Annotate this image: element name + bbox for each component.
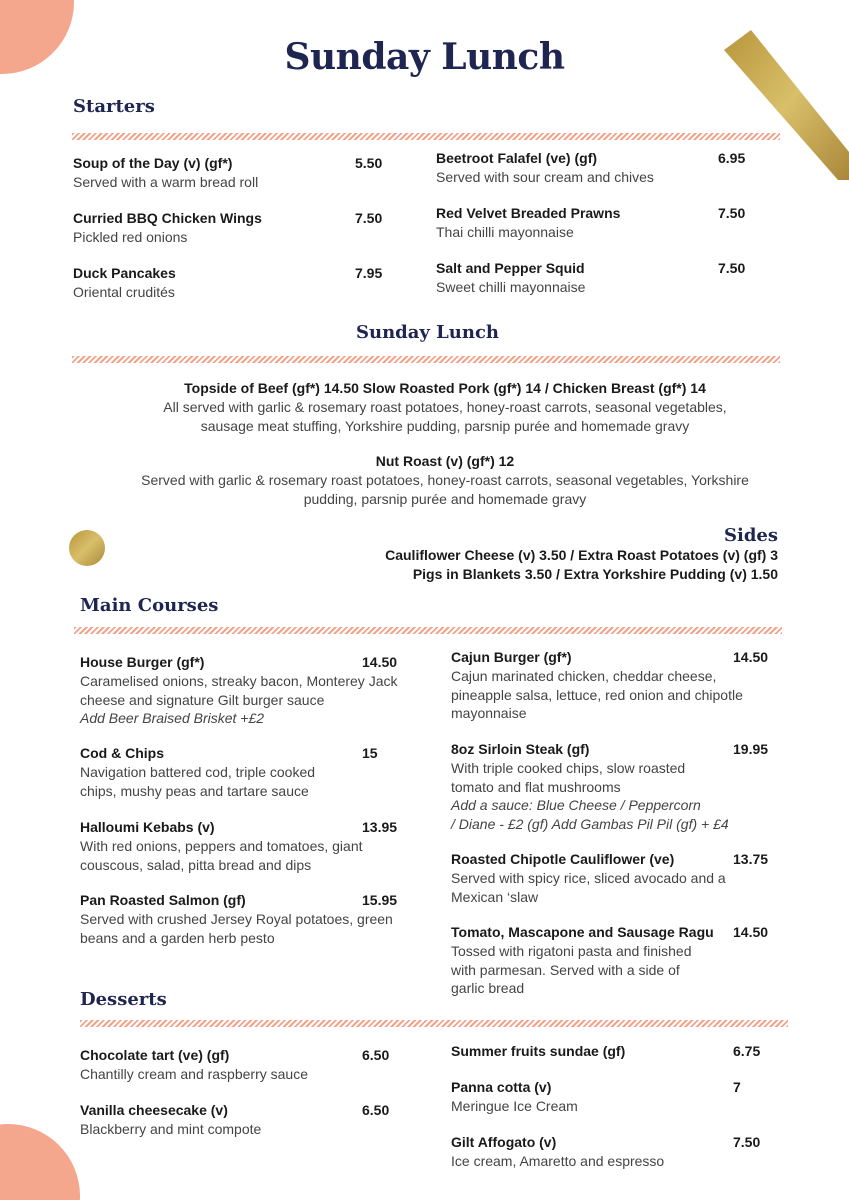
item-desc: Blackberry and mint compote: [80, 1121, 262, 1137]
item-desc: Navigation battered cod, triple cooked: [80, 764, 316, 780]
item-desc: couscous, salad, pitta bread and dips: [80, 856, 312, 873]
item-price: 6.95: [718, 150, 746, 166]
item-price: 19.95: [733, 741, 769, 757]
menu-item: [73, 209, 393, 247]
item-desc: Caramelised onions, streaky bacon, Monterey Jack: [80, 673, 398, 689]
item-name: Duck Pancakes: [73, 265, 176, 281]
item-name: Red Velvet Breaded Prawns: [436, 205, 621, 221]
menu-item: [451, 740, 791, 833]
item-price: 15.95: [362, 892, 398, 908]
item-desc: pineapple salsa, lettuce, red onion and chipotle: [451, 686, 743, 703]
item-name: Salt and Pepper Squid: [436, 260, 585, 276]
item-desc: Served with sour cream and chives: [436, 169, 654, 185]
menu-item: [436, 259, 756, 297]
item-name: Panna cotta (v): [451, 1079, 552, 1095]
menu-item: [80, 653, 430, 728]
roast-desc-line: All served with garlic & rosemary roast potatoes, honey-roast carrots, seasonal vegetables,: [163, 399, 727, 415]
item-note: Add a sauce: Blue Cheese / Peppercorn: [451, 797, 701, 813]
item-price: 13.95: [362, 819, 398, 835]
item-price: 13.75: [733, 851, 769, 867]
item-note: Add Beer Braised Brisket +£2: [80, 710, 265, 726]
item-name: House Burger (gf*): [80, 654, 205, 670]
item-name: Curried BBQ Chicken Wings: [73, 210, 262, 226]
item-desc: with parmesan. Served with a side of: [451, 961, 680, 978]
item-name: Tomato, Mascapone and Sausage Ragu: [451, 924, 714, 940]
page-title: Sunday Lunch: [284, 36, 565, 78]
nut-roast-desc-line: pudding, parsnip purée and homemade gravy: [303, 491, 587, 507]
item-name: Summer fruits sundae (gf): [451, 1043, 626, 1059]
item-name: 8oz Sirloin Steak (gf): [451, 741, 590, 757]
peach-circle-bottom-left: [0, 1124, 80, 1200]
item-desc: Oriental crudités: [73, 284, 175, 300]
menu-item: [436, 204, 756, 242]
nut-roast-desc-line: Served with garlic & rosemary roast potatoes, honey-roast carrots, seasonal vegetables, Yorkshire: [141, 472, 749, 488]
item-desc: cheese and signature Gilt burger sauce: [80, 691, 325, 708]
gold-dot: [69, 530, 105, 566]
item-price: 6.50: [362, 1102, 390, 1118]
item-desc: Mexican ‘slaw: [451, 888, 539, 905]
main-courses-heading: Main Courses: [80, 595, 219, 616]
item-name: Soup of the Day (v) (gf*): [73, 155, 233, 171]
menu-item: [451, 1133, 791, 1171]
menu-item: [73, 154, 393, 192]
item-name: Cod & Chips: [80, 745, 164, 761]
sides-line: Cauliflower Cheese (v) 3.50 / Extra Roast Potatoes (v) (gf) 3: [385, 547, 778, 563]
item-price: 7: [733, 1079, 741, 1095]
item-price: 7.50: [718, 205, 746, 221]
nut-roast-block: [60, 452, 830, 509]
item-name: Chocolate tart (ve) (gf): [80, 1047, 230, 1063]
item-desc: Meringue Ice Cream: [451, 1098, 578, 1114]
item-price: 7.50: [733, 1134, 761, 1150]
sides-line: Pigs in Blankets 3.50 / Extra Yorkshire Pudding (v) 1.50: [412, 566, 778, 582]
sides-heading: Sides: [723, 525, 778, 546]
item-price: 5.50: [355, 155, 383, 171]
item-desc: Served with spicy rice, sliced avocado and a: [451, 870, 726, 886]
item-name: Halloumi Kebabs (v): [80, 819, 215, 835]
menu-item: [451, 1042, 791, 1061]
item-desc: Tossed with rigatoni pasta and finished: [451, 943, 692, 959]
menu-item: [73, 264, 393, 302]
item-desc: With red onions, peppers and tomatoes, giant: [80, 838, 363, 854]
item-price: 14.50: [733, 924, 769, 940]
item-desc: beans and a garden herb pesto: [80, 929, 275, 946]
roast-desc-line: sausage meat stuffing, Yorkshire pudding, parsnip purée and homemade gravy: [200, 418, 690, 434]
menu-item: [436, 149, 756, 187]
nut-roast-title: Nut Roast (v) (gf*) 12: [375, 453, 515, 469]
item-price: 7.50: [718, 260, 746, 276]
item-desc: Chantilly cream and raspberry sauce: [80, 1066, 308, 1082]
item-desc: Sweet chilli mayonnaise: [436, 279, 586, 295]
starters-divider: [72, 133, 780, 140]
item-desc: Pickled red onions: [73, 229, 188, 245]
roast-title: Topside of Beef (gf*) 14.50 Slow Roasted Pork (gf*) 14 / Chicken Breast (gf*) 14: [184, 380, 706, 396]
menu-item: [80, 1046, 430, 1084]
sunday-lunch-heading: Sunday Lunch: [355, 322, 500, 343]
item-desc: Served with a warm bread roll: [73, 174, 259, 190]
item-desc: With triple cooked chips, slow roasted: [451, 760, 686, 776]
item-desc: Ice cream, Amaretto and espresso: [451, 1153, 665, 1169]
item-desc: Thai chilli mayonnaise: [436, 224, 574, 240]
item-desc: tomato and flat mushrooms: [451, 778, 621, 795]
menu-item: [80, 891, 430, 947]
menu-item: [80, 818, 430, 874]
item-name: Beetroot Falafel (ve) (gf): [436, 150, 598, 166]
item-price: 7.50: [355, 210, 383, 226]
item-desc: Served with crushed Jersey Royal potatoes, green: [80, 911, 393, 927]
item-price: 6.75: [733, 1043, 761, 1059]
menu-item: [80, 1101, 430, 1139]
menu-item: [451, 1078, 791, 1116]
item-name: Vanilla cheesecake (v): [80, 1102, 228, 1118]
item-price: 7.95: [355, 265, 383, 281]
item-price: 14.50: [362, 654, 398, 670]
item-note: / Diane - £2 (gf) Add Gambas Pil Pil (gf) + £4: [451, 815, 729, 832]
sides-block: [300, 546, 778, 584]
item-price: 14.50: [733, 649, 769, 665]
item-name: Pan Roasted Salmon (gf): [80, 892, 246, 908]
item-desc: garlic bread: [451, 980, 525, 996]
roast-block: [60, 379, 830, 436]
menu-item: [451, 648, 791, 723]
item-name: Cajun Burger (gf*): [451, 649, 572, 665]
desserts-heading: Desserts: [80, 989, 167, 1010]
mains-divider: [74, 627, 782, 634]
item-desc: mayonnaise: [451, 705, 527, 721]
item-desc: Cajun marinated chicken, cheddar cheese,: [451, 668, 717, 684]
item-name: Gilt Affogato (v): [451, 1134, 557, 1150]
menu-item: [451, 923, 791, 998]
item-desc: chips, mushy peas and tartare sauce: [80, 782, 309, 799]
menu-item: [451, 850, 791, 906]
sunday-divider: [72, 356, 780, 363]
item-price: 15: [362, 745, 378, 761]
menu-item: [80, 744, 430, 800]
starters-heading: Starters: [73, 96, 155, 117]
item-price: 6.50: [362, 1047, 390, 1063]
item-name: Roasted Chipotle Cauliflower (ve): [451, 851, 675, 867]
desserts-divider: [80, 1020, 788, 1027]
